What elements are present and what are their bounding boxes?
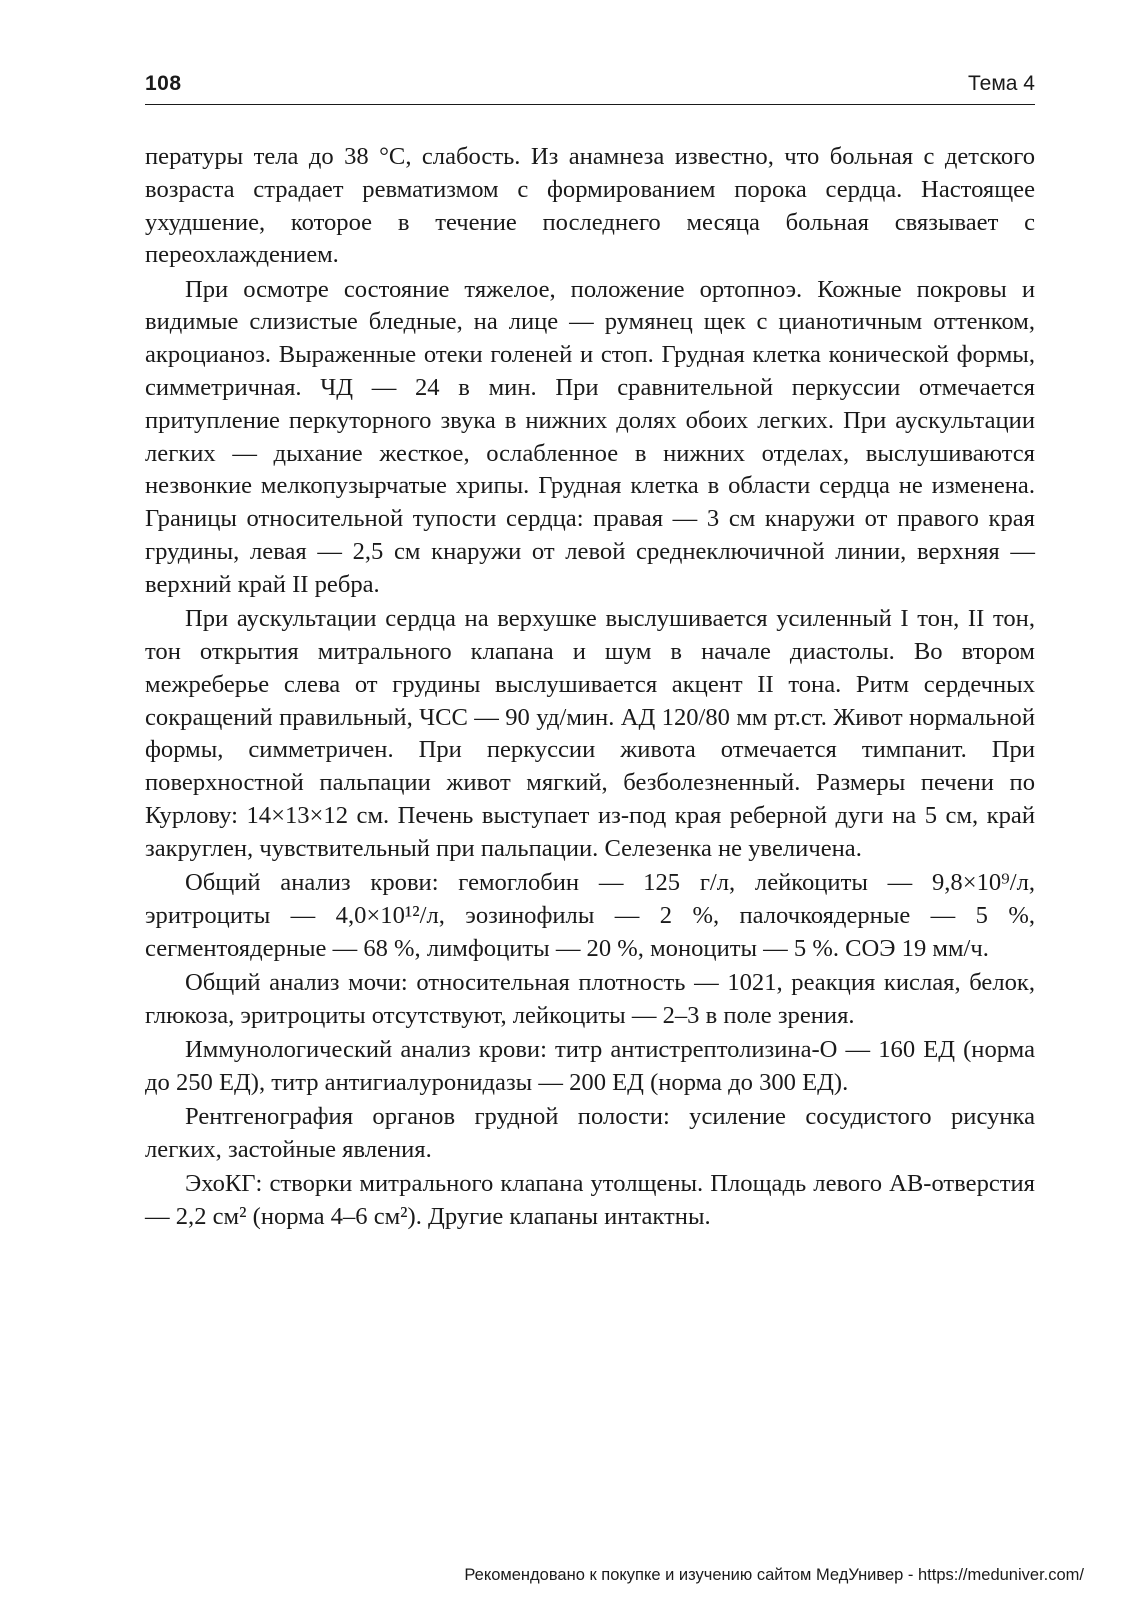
paragraph-examination: При осмотре состояние тяжелое, положение ортопноэ. Кожные покровы и видимые слизистые бледные, на лице — румянец щек с цианотичным оттенком, акроцианоз. Выраженные отеки голеней и стоп. Грудная клетка конической формы, симметричная. ЧД — 24 в мин. При сравнительной перкуссии отмечается притупление перкуторного звука в нижних долях обоих легких. При аускультации легких — дыхание жесткое, ослабленное в нижних отделах, выслушиваются незвонкие мелкопузырчатые хрипы. Грудная клетка в области сердца не изменена. Границы относительной тупости сердца: правая — 3 см кнаружи от правого края грудины, левая — 2,5 см кнаружи от левой среднеключичной линии, верхняя — верхний край II ребра. xyxy=(145,275,1035,598)
paragraph-urine-test: Общий анализ мочи: относительная плотность — 1021, реакция кислая, белок, глюкоза, эритроциты отсутствуют, лейкоциты — 2–3 в поле зрения. xyxy=(145,968,1035,1029)
paragraph-radiography: Рентгенография органов грудной полости: усиление сосудистого рисунка легких, застойные явления. xyxy=(145,1103,1035,1163)
footer-recommendation: Рекомендовано к покупке и изучению сайтом МедУнивер - https://meduniver.com/ xyxy=(464,1566,1084,1584)
running-head xyxy=(145,70,1035,105)
page-number: 108 xyxy=(145,72,182,95)
paragraph-echocardiography: ЭхоКГ: створки митрального клапана утолщены. Площадь левого АВ-отверстия — 2,2 см² (норма 4–6 см²). Другие клапаны интактны. xyxy=(145,1170,1035,1230)
paragraph-continued: пературы тела до 38 °С, слабость. Из анамнеза известно, что больная с детского возраста страдает ревматизмом с формированием порока сердца. Настоящее ухудшение, которое в течение последнего месяца больная связывает с переохлаждением. xyxy=(145,143,1035,269)
paragraph-blood-test: Общий анализ крови: гемоглобин — 125 г/л, лейкоциты — 9,8×10⁹/л, эритроциты — 4,0×10¹²/л, эозинофилы — 2 %, палочкоядерные — 5 %, сегментоядерные — 68 %, лимфоциты — 20 %, моноциты — 5 %. СОЭ 19 мм/ч. xyxy=(145,869,1035,962)
paragraph-heart-auscultation: При аускультации сердца на верхушке выслушивается усиленный I тон, II тон, тон открытия митрального клапана и шум в начале диастолы. Во втором межреберье слева от грудины выслушивается акцент II тона. Ритм сердечных сокращений правильный, ЧСС — 90 уд/мин. АД 120/80 мм рт.ст. Живот нормальной формы, симметричен. При перкуссии живота отмечается тимпанит. При поверхностной пальпации живот мягкий, безболезненный. Размеры печени по Курлову: 14×13×12 см. Печень выступает из-под края реберной дуги на 5 см, край закруглен, чувствительный при пальпации. Селезенка не увеличена. xyxy=(145,605,1035,862)
paragraph-immunology: Иммунологический анализ крови: титр антистрептолизина-О — 160 ЕД (норма до 250 ЕД), титр антигиалуронидазы — 200 ЕД (норма до 300 ЕД). xyxy=(145,1036,1035,1096)
section-label: Тема 4 xyxy=(968,72,1035,95)
body-text xyxy=(145,141,1035,1235)
